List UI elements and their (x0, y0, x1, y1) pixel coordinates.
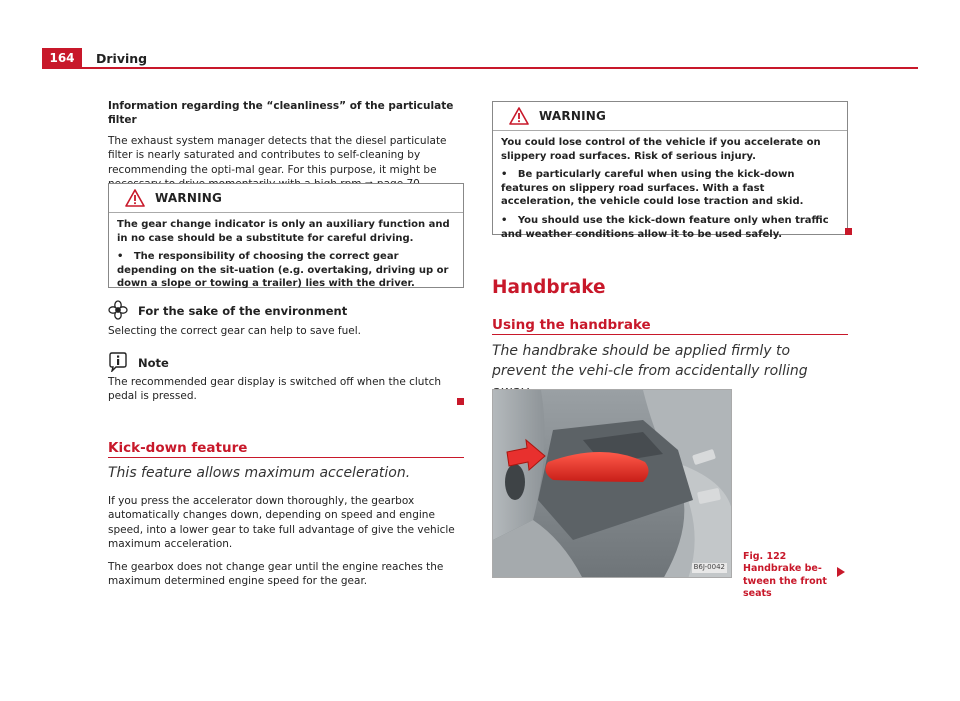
warning-triangle-icon (125, 189, 145, 207)
bullet-text: Be particularly careful when using the kick-down features on slippery road surfaces. With a fast acceleration, the vehicle could lose traction and skid. (501, 169, 804, 208)
note-block (108, 352, 464, 412)
handbrake-rule (492, 334, 848, 335)
warning-title: WARNING (155, 190, 223, 205)
warning-box-kickdown (492, 101, 848, 240)
end-marker-square-icon (845, 228, 852, 235)
handbrake-lead: The handbrake should be applied firmly to prevent the vehi-cle from accidentally rolling (492, 343, 808, 380)
warning-body (493, 131, 847, 247)
section-title: Driving (96, 51, 148, 66)
handbrake-figure (492, 389, 732, 578)
kickdown-heading: Kick-down feature (108, 440, 248, 456)
info-text: The exhaust system manager detects that the diesel particulate filter is nearly saturated and contributes to self-cleaning by recommending the opti-mal gear. For this purpose, it might be (108, 134, 447, 176)
handbrake-illustration (493, 390, 732, 578)
warning-bullet-item (501, 168, 839, 209)
flower-environment-icon (108, 300, 128, 320)
note-info-icon (108, 352, 128, 372)
kickdown-rule (108, 457, 464, 458)
warning-text: You could lose control of the vehicle if you accelerate on slippery road surfaces. Risk of serious injury. (501, 137, 821, 162)
environment-note (108, 300, 464, 346)
kickdown-lead: This feature allows maximum acceleration. (108, 465, 411, 481)
bullet-text: You should use the kick-down feature only when traffic and weather conditions allow it to be used safely. (501, 214, 829, 240)
warning-header (493, 102, 847, 131)
kickdown-p2: The gearbox does not change gear until the engine reaches the maximum determined engine speed for the gear. (108, 560, 444, 588)
handbrake-subheading: Using the handbrake (492, 317, 651, 333)
warning-text: The gear change indicator is only an auxiliary function and in no case should be a substitute for careful driving. (117, 219, 450, 244)
warning-body (109, 213, 463, 297)
page-number: 164 (42, 48, 82, 68)
warning-bullet-item (117, 250, 455, 291)
environment-title: For the sake of the environment (138, 304, 348, 319)
kickdown-p1: If you press the accelerator down thoroughly, the gearbox automatically changes down, depending on speed and engine speed, into a lower gear to take full advantage of give the vehicle maximum acceleration. (108, 495, 455, 551)
figure-caption: Fig. 122 Handbrake be-tween the front seats (743, 551, 827, 600)
warning-header (109, 184, 463, 213)
end-marker-square-icon (457, 398, 464, 405)
warning-title: WARNING (539, 108, 607, 123)
info-heading: Information regarding the “cleanliness” of the particulate filter (108, 100, 454, 127)
header-rule (42, 67, 918, 69)
bullet: • (501, 214, 508, 226)
warning-box-gear (108, 183, 464, 288)
warning-bullet-item (501, 214, 839, 241)
handbrake-heading: Handbrake (492, 277, 606, 298)
note-text: The recommended gear display is switched off when the clutch pedal is pressed. (108, 376, 442, 403)
note-title: Note (138, 356, 169, 371)
note-header (108, 352, 464, 372)
warning-triangle-icon (509, 107, 529, 125)
environment-text: Selecting the correct gear can help to save fuel. (108, 325, 361, 337)
environment-header (108, 300, 464, 320)
bullet: • (117, 251, 124, 263)
kickdown-body (108, 494, 464, 597)
continue-arrow-icon (836, 567, 846, 577)
bullet: • (501, 169, 508, 181)
figure-code: B6J-0042 (693, 563, 725, 572)
bullet-text: The responsibility of choosing the correct gear depending on the sit-uation (e.g. overtaking, driving up or down a slope or towing a trailer) lies with the driver. (117, 251, 449, 290)
